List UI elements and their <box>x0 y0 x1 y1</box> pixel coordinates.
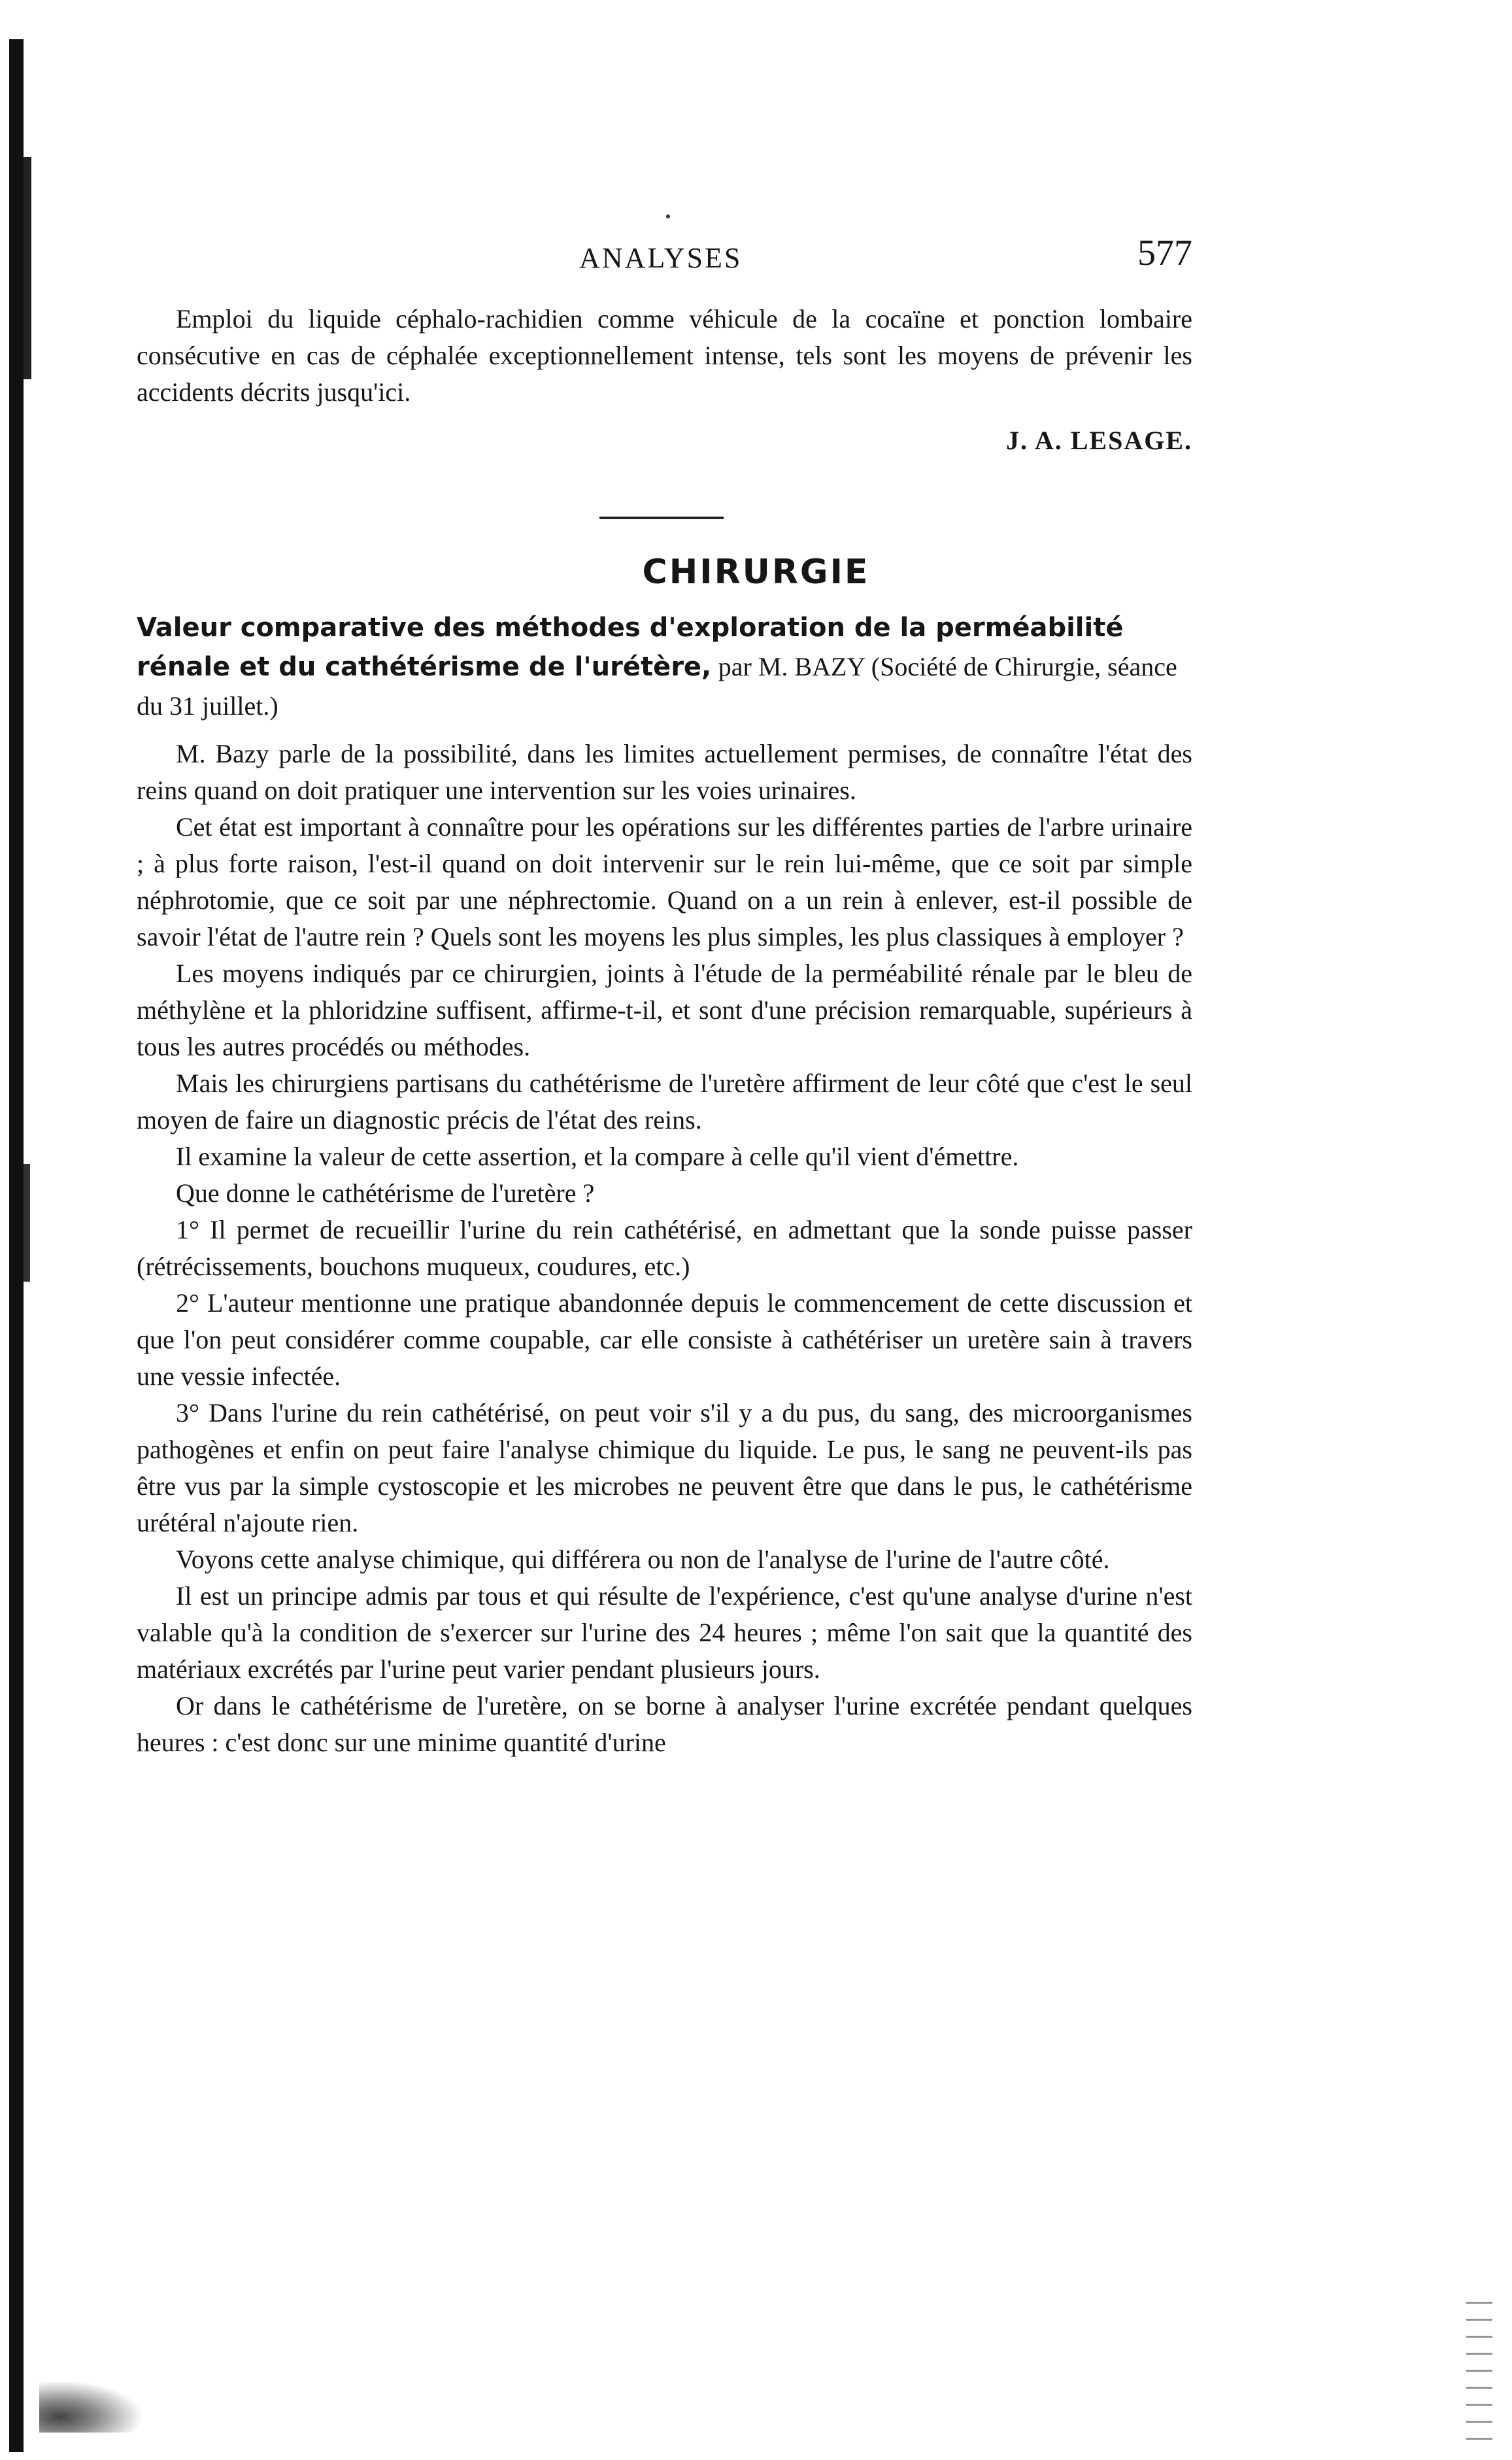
scan-edge-mark <box>24 157 31 379</box>
running-head-title: ANALYSES <box>579 242 743 274</box>
scan-edge-shadow <box>9 39 24 2452</box>
body-paragraph: Or dans le cathétérisme de l'uretère, on se borne à analyser l'urine excrétée pendant quelques heures : c'est donc sur une minime quantité d'urine <box>137 1691 1192 1757</box>
intro-block <box>137 301 1192 411</box>
author-signature: J. A. LESAGE. <box>1006 426 1192 455</box>
body-paragraph: M. Bazy parle de la possibilité, dans les limites actuellement permises, de connaître l'état des reins quand on doit pratiquer une intervention sur les voies urinaires. <box>137 739 1192 805</box>
body-paragraph: Que donne le cathétérisme de l'uretère ? <box>176 1178 595 1208</box>
article-body <box>137 736 1192 1761</box>
body-paragraph: Les moyens indiqués par ce chirurgien, joints à l'étude de la perméabilité rénale par le bleu de méthylène et la phloridzine suffisent, affirme-t-il, et sont d'une précision remarquable, supérieurs à tous les autres procédés ou méthodes. <box>137 959 1192 1061</box>
scan-edge-mark-lower <box>24 1164 30 1282</box>
article-title <box>137 608 1192 726</box>
section-divider <box>599 517 724 519</box>
page-number: 577 <box>1137 233 1192 273</box>
body-paragraph: Cet état est important à connaître pour les opérations sur les différentes parties de l'arbre urinaire ; à plus forte raison, l'est-il quand on doit intervenir sur le rein lui-même, que ce soit par simple néphrotomie, que ce soit par une néphrectomie. Quand on a un rein à enlever, est-il possible de savoir l'état de l'autre rein ? Quels sont les moyens les plus simples, les plus classiques à employer ? <box>137 812 1192 951</box>
article-title-meta: par M. BAZY (Société de Chirurgie, séance du 31 juillet.) <box>137 652 1177 721</box>
list-item: 2° L'auteur mentionne une pratique abandonnée depuis le commencement de cette discussion et que l'on peut considérer comme coupable, car elle consiste à cathétériser un uretère sain à travers une vessie infectée. <box>137 1288 1192 1391</box>
list-item: 1° Il permet de recueillir l'urine du rein cathétérisé, en admettant que la sonde puisse passer (rétrécissements, bouchons muqueux, coudures, etc.) <box>137 1215 1192 1281</box>
body-paragraph: Il examine la valeur de cette assertion, et la compare à celle qu'il vient d'émettre. <box>176 1142 1019 1171</box>
running-head <box>137 232 1192 284</box>
body-paragraph: Voyons cette analyse chimique, qui différera ou non de l'analyse de l'urine de l'autre côté. <box>176 1545 1110 1574</box>
ink-dot <box>666 214 670 218</box>
body-paragraph: Mais les chirurgiens partisans du cathétérisme de l'uretère affirment de leur côté que c'est le seul moyen de faire un diagnostic précis de l'état des reins. <box>137 1068 1192 1135</box>
intro-paragraph: Emploi du liquide céphalo-rachidien comme véhicule de la cocaïne et ponction lombaire consécutive en cas de céphalée exceptionnellement intense, tels sont les moyens de prévenir les accidents décrits jusqu'ici. <box>137 304 1192 407</box>
article-title-text: Valeur comparative des méthodes d'exploration de la perméabilité rénale et du cathétérisme de l'urétère, <box>137 613 1124 682</box>
section-heading: CHIRURGIE <box>642 553 870 592</box>
list-item: 3° Dans l'urine du rein cathétérisé, on peut voir s'il y a du pus, du sang, des microorganismes pathogènes et enfin on peut faire l'analyse chimique du liquide. Le pus, le sang ne peuvent-ils pas être vus par la simple cystoscopie et les microbes ne peuvent être que dans le pus, le cathétérisme urétéral n'ajoute rien. <box>137 1398 1192 1537</box>
scan-noise-dots <box>1466 2302 1492 2446</box>
scan-smudge <box>39 2380 144 2433</box>
body-paragraph: Il est un principe admis par tous et qui résulte de l'expérience, c'est qu'une analyse d'urine n'est valable qu'à la condition de s'exercer sur l'urine des 24 heures ; même l'on sait que la quantité des matériaux excrétés par l'urine peut varier pendant plusieurs jours. <box>137 1581 1192 1684</box>
